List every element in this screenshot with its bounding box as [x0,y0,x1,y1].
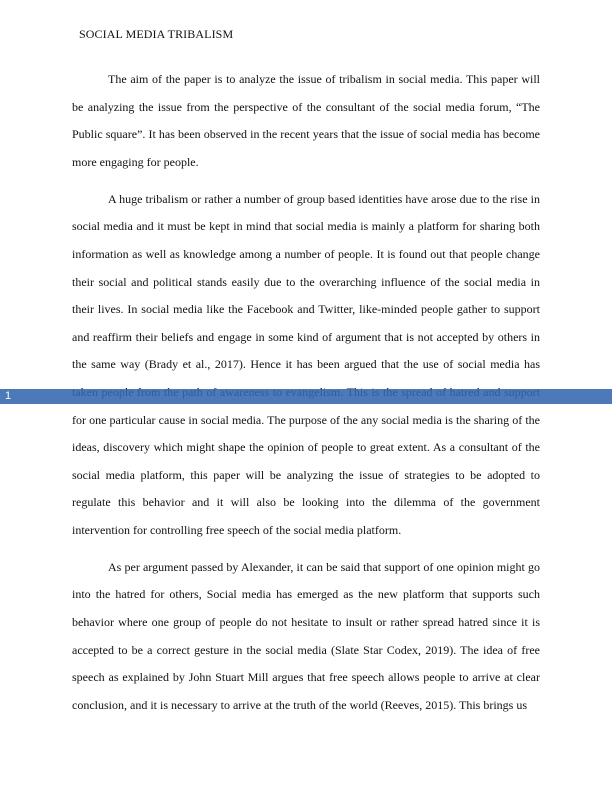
paragraph-tribalism: A huge tribalism or rather a number of group based identities have arose due to the rise in social media and it must be kept in mind that social media is mainly a platform for sharing both information as well as knowledge among a number of people. It is found out that people change their social and political stands easily due to the overarching influence of the social media in their lives. In social media like the Facebook and Twitter, like-minded people gather to support and reaffirm their beliefs and engage in some kind of argument that is not accepted by others in the same way (Brady et al., 2017). Hence it has been argued that the use of social media has for one particular cause in social media. The purpose of the any social media is the sharing of the ideas, discovery which might shape the opinion of people to great extent. As a consultant of the social media platform, this paper will be analyzing the issue of strategies to be adopted to regulate this behavior and it will also be looking into the dilemma of the government intervention for controlling free speech of the social media platform. [72,191,540,537]
page-number: 1 [5,390,12,402]
running-head: SOCIAL MEDIA TRIBALISM [79,27,234,41]
paragraph-argument: As per argument passed by Alexander, it can be said that support of one opinion might go into the hatred for others, Social media has emerged as the new platform that supports such behavior where one group of people do not hesitate to insult or rather spread hatred since it is accepted to be a correct gesture in the social media (Slate Star Codex, 2019). The idea of free speech as explained by John Stuart Mill argues that free speech allows people to arrive at clear conclusion, and it is necessary to arrive at the truth of the world (Reeves, 2015). This brings us [72,559,540,712]
paragraph-intro: The aim of the paper is to analyze the issue of tribalism in social media. This paper will be analyzing the issue from the perspective of the consultant of the social media forum, “The Public square”. It has been observed in the recent years that the issue of social media has become more engaging for people. [72,72,540,169]
page-number-bar [0,389,612,404]
